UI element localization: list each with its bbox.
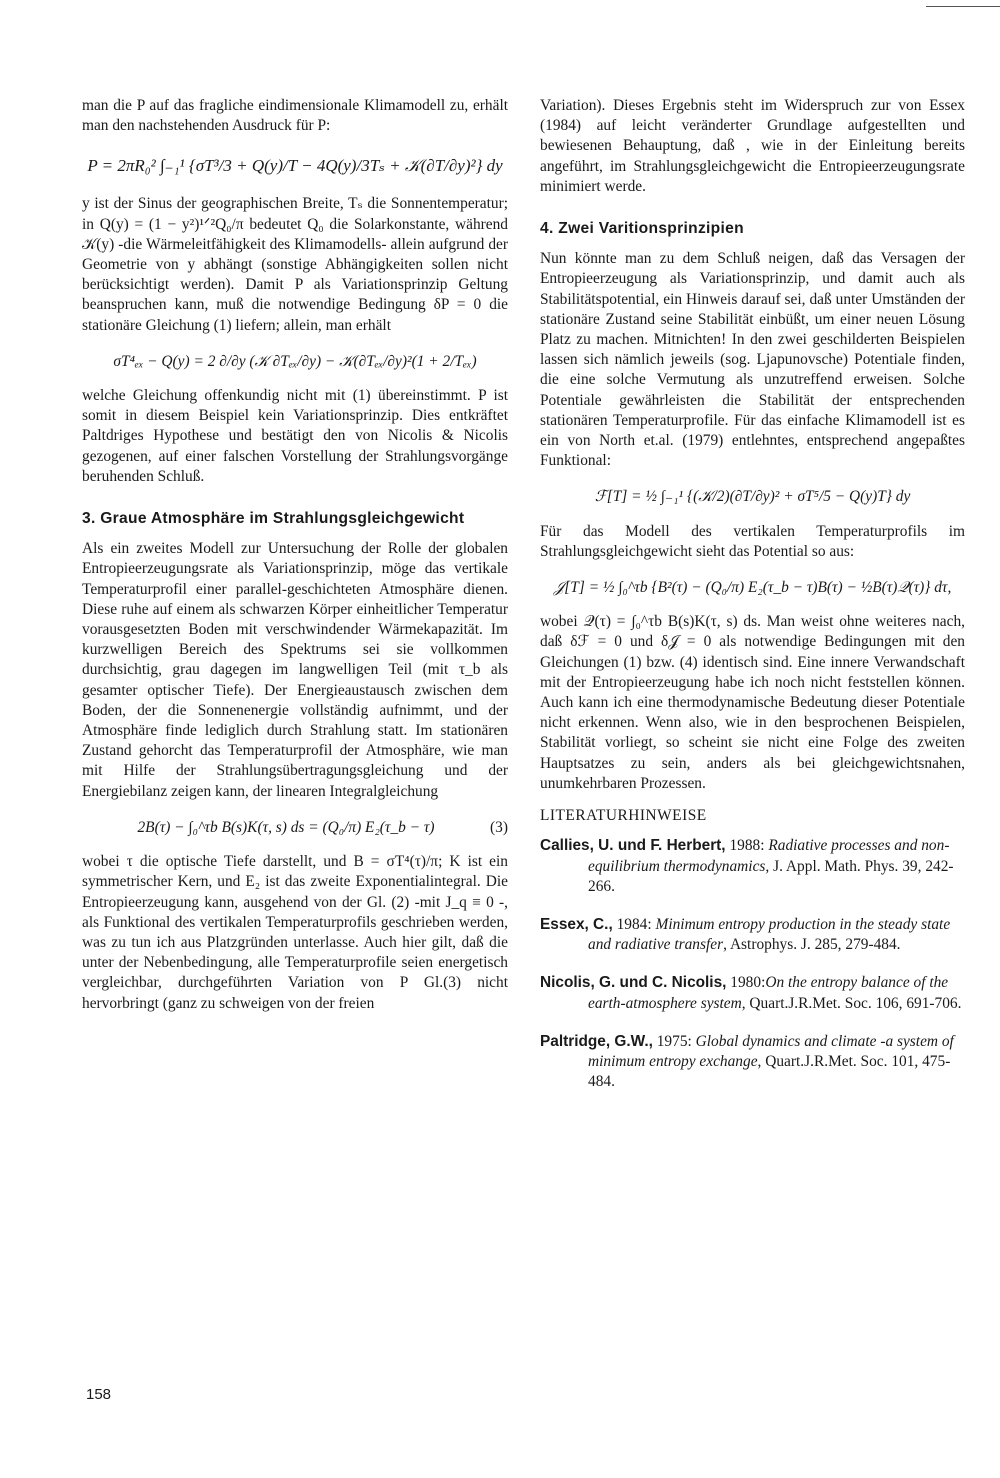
reference-item (540, 1032, 965, 1093)
reference-title: Global dynamics and climate -a system of minimum entropy exchange (588, 1032, 954, 1070)
reference-year: 1988: (725, 837, 769, 855)
right-column (540, 96, 965, 1110)
paragraph: wobei 𝒬(τ) = ∫₀^τb B(s)K(τ, s) ds. Man weist ohne weiteres nach, daß δℱ = 0 und δ𝒥 = 0 als notwendige Bedingungen mit den Gleichungen (1) bzw. (4) identisch sind. Eine innere Verwandschaft mit der Entropieerzeugung habe ich noch nicht feststellen können. Auch kann ich eine thermodynamische Bedeutung dieser Potentiale nicht erkennen. Wenn also, wie in den besprochenen Beispielen, Stabilität vorliegt, so scheint sie nicht eine Folge des zweiten Hauptsatzes zu sein, anders als bei gleichgewichtsnahen, unumkehrbaren Prozessen. (540, 613, 965, 792)
reference-year: 1984: (612, 915, 656, 933)
reference-author: Callies, U. und F. Herbert, (540, 837, 726, 855)
left-column (82, 96, 508, 1014)
reference-item (540, 836, 965, 897)
reference-title: Minimum entropy production in the steady state and radiative transfer (588, 915, 951, 954)
equation: 𝒥[T] = ½ ∫₀^τb {B²(τ) − (Q₀/π) E₂(τ_b − τ)B(τ) − ½B(τ)𝒬(τ)} dτ, (553, 579, 952, 597)
reference-source: , Quart.J.R.Met. Soc. 106, 691-706. (741, 994, 962, 1012)
reference-year: 1975: (652, 1032, 696, 1050)
paragraph: Nun könnte man zu dem Schluß neigen, daß das Versagen der Entropieerzeugung als Variationsprinzip, und damit auch als Stabilitätspotential, ein Hinweis darauf sei, daß unter Umständen der stationäre Zustand seine Stabilität einbüßt, um einer neuen Lösung Platz zu machen. Mitnichten! In den zwei geschilderten Beispielen lassen sich nämlich jeweils (sog. Ljapunovsche) Potentiale finden, die eine solche Vermutung als unzutreffend erweisen. Solche Potentiale gewährleisten die Stabilität der entsprechenden stationären Temperaturprofile. Für das einfache Klimamodell ist es ein von North et.al. (1979) entlehntes, entsprechend angepaßtes Funktional: (540, 250, 965, 470)
paragraph: wobei τ die optische Tiefe darstellt, und B = σT⁴(τ)/π; K ist ein symmetrischer Kern, und E₂ ist das zweite Exponentialintegral. Die Entropieerzeugung kann, ausgehend von der Gl. (2) -mit J_q ≡ 0 -, als Funktional des vertikalen Temperaturprofils geschrieben werden, was zu tun ich aus Platzgründen unterlasse. Auch hier gilt, daß die unter der Nebenbedingung, alle Temperaturprofile seien energetisch vergleichbar, durchgeführten Variation von P Gl.(3) nicht hervorbringt (ganz zu schweigen von der freien (82, 853, 508, 1012)
reference-title: Radiative processes and non-equilibrium thermodynamics (588, 837, 950, 875)
paragraph: Variation). Dieses Ergebnis steht im Widerspruch zur von Essex (1984) auf leicht veränderter Grundlage aufgestellten und bewiesenen Behauptung, daß , wie in der Einleitung bereits angeführt, im Strahlungsgleichgewicht die Entropieerzeugungsrate minimiert werde. (540, 97, 965, 195)
reference-source: , Astrophys. J. 285, 279-484. (723, 936, 901, 954)
equation-3 (82, 818, 508, 838)
reference-author: Nicolis, G. und C. Nicolis, (540, 974, 727, 992)
equation-body: 2B(τ) − ∫₀^τb B(s)K(τ, s) ds = (Q₀/π) E₂(τ_b − τ) (137, 818, 435, 836)
reference-item (540, 915, 965, 955)
reference-source: , J. Appl. Math. Phys. 39, 242-266. (588, 857, 954, 895)
paragraph: man die P auf das fragliche eindimensionale Klimamodell zu, erhält man den nachstehenden Ausdruck für P: (82, 97, 508, 135)
reference-year: 1980: (726, 974, 766, 992)
paragraph: y ist der Sinus der geographischen Breite, Tₛ die Sonnentemperatur; in Q(y) = (1 − y²)¹ᐟ²Q₀/π bedeutet Q₀ die Solarkonstante, während 𝒦(y) -die Wärmeleitfähigkeit des Klimamodells- allein aufgrund der Geometrie von y abhängt (sonstige Abhängigkeiten sollen nicht berücksichtigt werden). Damit P als Variationsprinzip Geltung beanspruchen kann, muß die notwendige Bedingung δP = 0 die stationäre Gleichung (1) liefern; allein, man erhält (82, 195, 508, 334)
section-heading: 3. Graue Atmosphäre im Strahlungsgleichgewicht (82, 510, 465, 528)
reference-author: Paltridge, G.W., (540, 1032, 653, 1050)
paragraph: welche Gleichung offenkundig nicht mit (1) übereinstimmt. P ist somit in diesem Beispiel kein Variationsprinzip. Dies entkräftet Paltdriges Hypothese und bestätigt den von Nicolis & Nicolis gezogenen, auf einer falschen Vorstellung der Strahlungsvorgänge beruhenden Schluß. (82, 387, 508, 485)
reference-author: Essex, C., (540, 915, 613, 933)
reference-item (540, 973, 965, 1013)
equation: ℱ[T] = ½ ∫₋₁¹ {(𝒦/2)(∂T/∂y)² + σT⁵/5 − Q(y)T} dy (594, 488, 911, 506)
equation: σT⁴ₑₓ − Q(y) = 2 ∂/∂y (𝒦 ∂Tₑₓ/∂y) − 𝒦(∂Tₑₓ/∂y)²(1 + 2/Tₑₓ) (113, 352, 477, 370)
reference-title: On the entropy balance of the earth-atmosphere system (588, 974, 949, 1012)
top-rule (926, 6, 1000, 7)
equation: P = 2πR₀² ∫₋₁¹ {σT³/3 + Q(y)/T − 4Q(y)/3Tₛ + 𝒦(∂T/∂y)²} dy (87, 156, 503, 176)
references-heading: LITERATURHINWEISE (540, 807, 707, 825)
paragraph: Für das Modell des vertikalen Temperaturprofils im Strahlungsgleichgewicht sieht das Potential so aus: (540, 522, 965, 560)
paragraph: Als ein zweites Modell zur Untersuchung der Rolle der globalen Entropieerzeugungsrate als Variationsprinzip, möge das vertikale Temperaturprofil einer parallel-geschichteten Atmosphäre dienen. Diese ruhe auf einem als schwarzen Körper einheitlicher Temperatur vorausgesetzten Boden mit verschwindender Wärmekapazität. Im kurzwelligen Bereich des Spektrums sei sie vollkommen durchsichtig, grau dagegen im langwelligen Teil (mit τ_b als gesamter optischer Tiefe). Der Energieaustausch zwischen dem Boden, der die Sonnenenergie vollständig aufnimmt, und der Atmosphäre finde lediglich durch Strahlung statt. Im stationären Zustand gehorcht das Temperaturprofil der Atmosphäre, wie man mit Hilfe der Strahlungsübertragungsgleichung und der Energiebilanz zeigen kann, der linearen Integralgleichung (82, 540, 508, 800)
equation-number: (3) (490, 818, 508, 836)
section-heading: 4. Zwei Varitionsprinzipien (540, 220, 744, 238)
reference-source: , Quart.J.R.Met. Soc. 101, 475-484. (588, 1052, 951, 1091)
page-number: 158 (86, 1386, 112, 1403)
